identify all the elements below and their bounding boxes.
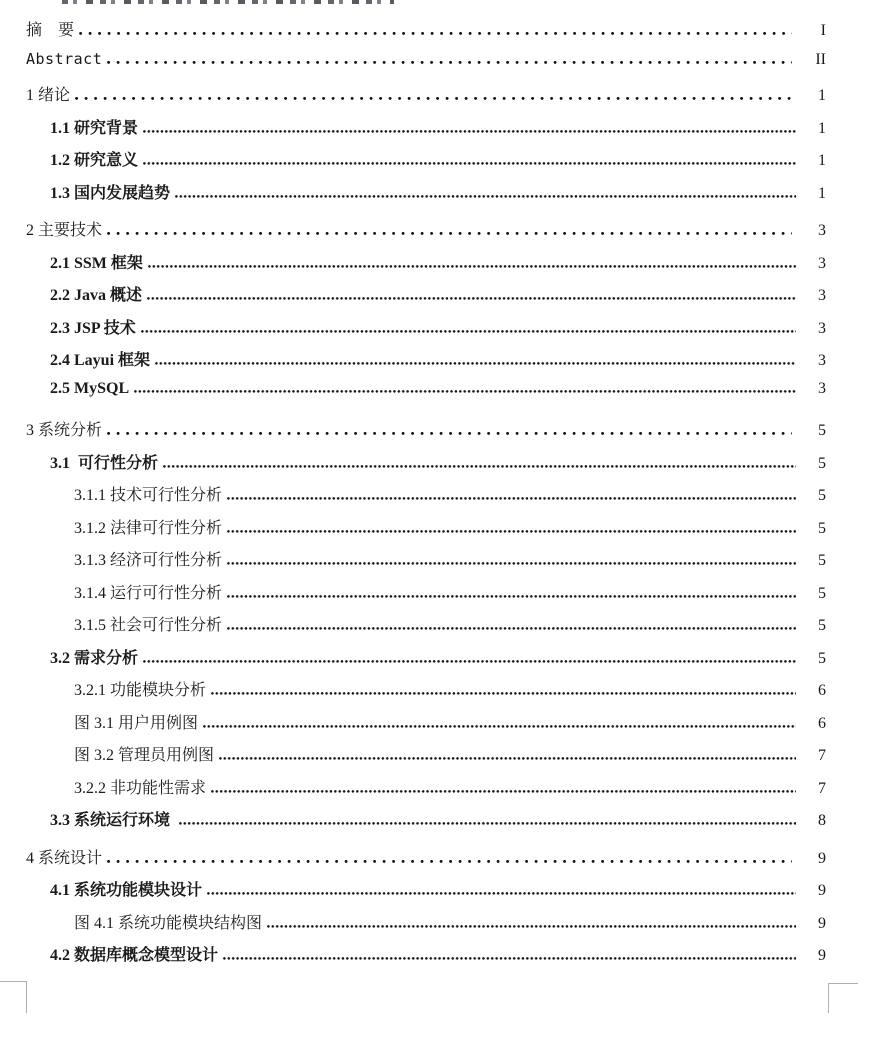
dot-leader — [267, 925, 796, 928]
page-number: 9 — [818, 914, 826, 932]
page-number: 5 — [818, 519, 826, 537]
toc-entry-label: 3.1.5 社会可行性分析 — [74, 617, 223, 634]
dot-leader — [107, 860, 792, 863]
toc-entry-label: 4 系统设计 — [26, 849, 103, 867]
toc-entry-label: 图 3.2 管理员用例图 — [74, 747, 215, 764]
toc-entry[interactable] — [26, 910, 826, 943]
page-number: 5 — [818, 454, 826, 472]
toc-entry[interactable] — [26, 347, 826, 380]
page-number: 1 — [818, 119, 826, 137]
page-number: I — [820, 22, 826, 39]
page-number: 3 — [818, 352, 826, 369]
dot-leader — [148, 265, 796, 268]
toc-entry[interactable] — [26, 380, 826, 413]
toc-entry-label: 3.3 系统运行环境 — [50, 812, 175, 829]
toc-entry-label: 2.3 JSP 技术 — [50, 319, 136, 337]
page-number: 5 — [818, 649, 826, 667]
toc-entry[interactable] — [26, 180, 826, 213]
page-number: 9 — [818, 882, 826, 899]
toc-entry[interactable] — [26, 50, 826, 83]
page-number: 8 — [818, 812, 826, 829]
dot-leader — [175, 195, 796, 198]
page-number: 3 — [818, 222, 826, 239]
toc-entry-label: 3.1 可行性分析 — [50, 454, 159, 472]
toc-entry-label: 3.1.2 法律可行性分析 — [74, 519, 223, 537]
page-number: 3 — [818, 287, 826, 304]
page-number: 5 — [818, 422, 826, 439]
toc-entry-label: 3.2.2 非功能性需求 — [74, 779, 207, 797]
toc-entry-label: 3.1.3 经济可行性分析 — [74, 552, 223, 569]
page-number: 9 — [818, 947, 826, 964]
dot-leader — [219, 757, 796, 760]
toc-entry[interactable] — [26, 115, 826, 148]
dot-leader — [179, 822, 796, 825]
page-number: 9 — [818, 849, 826, 867]
page-number: 3 — [818, 379, 826, 397]
page-number: 7 — [818, 747, 826, 764]
toc-entry-label: 3.2.1 功能模块分析 — [74, 682, 207, 699]
dot-leader — [141, 330, 796, 333]
toc-entry[interactable] — [26, 315, 826, 348]
toc-entry[interactable] — [26, 450, 826, 483]
text-boundary-mark-right — [828, 983, 858, 1013]
dot-leader — [107, 232, 792, 235]
page-number: 5 — [818, 487, 826, 504]
dot-leader — [227, 562, 796, 565]
toc-entry[interactable] — [26, 612, 826, 645]
toc-entry[interactable] — [26, 482, 826, 515]
toc-entry[interactable] — [26, 580, 826, 613]
toc-entry-label: 2.5 MySQL — [50, 379, 130, 397]
dot-leader — [107, 432, 792, 435]
page-number: 5 — [818, 552, 826, 569]
toc-entry-label: 3 系统分析 — [26, 422, 103, 439]
toc-entry-label: 2.4 Layui 框架 — [50, 352, 151, 369]
page-number: 1 — [818, 87, 826, 104]
dot-leader — [147, 297, 796, 300]
toc-entry-label: 1 绪论 — [26, 87, 71, 104]
toc-entry-label: 1.2 研究意义 — [50, 152, 139, 169]
page-number: 1 — [818, 184, 826, 202]
toc-entry[interactable] — [26, 942, 826, 975]
toc-entry[interactable] — [26, 417, 826, 450]
toc-entry[interactable] — [26, 877, 826, 910]
toc-entry-label: 2.2 Java 概述 — [50, 287, 143, 304]
page-number: 6 — [818, 682, 826, 699]
toc-entry-label: 4.1 系统功能模块设计 — [50, 882, 203, 899]
dot-leader — [134, 390, 796, 393]
dot-leader — [223, 957, 796, 960]
dot-leader — [163, 465, 796, 468]
toc-entry-label: 3.1.1 技术可行性分析 — [74, 487, 223, 504]
toc-entry[interactable] — [26, 17, 826, 50]
toc-entry[interactable] — [26, 710, 826, 743]
toc-entry[interactable] — [26, 547, 826, 580]
page-number: II — [815, 50, 826, 68]
toc-entry[interactable] — [26, 515, 826, 548]
dot-leader — [227, 627, 796, 630]
toc-entry[interactable] — [26, 775, 826, 808]
dot-leader — [155, 362, 796, 365]
dot-leader — [79, 32, 792, 35]
toc-entry-label: 3.1.4 运行可行性分析 — [74, 584, 223, 602]
dot-leader — [143, 162, 796, 165]
page-number: 3 — [818, 254, 826, 272]
dot-leader — [211, 692, 796, 695]
dot-leader — [211, 790, 796, 793]
toc-entry-label: 2 主要技术 — [26, 222, 103, 239]
dot-leader — [203, 725, 796, 728]
dot-leader — [227, 595, 796, 598]
clipped-text-line — [62, 0, 394, 4]
toc-entry[interactable] — [26, 645, 826, 678]
toc-entry[interactable] — [26, 282, 826, 315]
toc-entry-label: 3.2 需求分析 — [50, 649, 139, 667]
toc-entry[interactable] — [26, 250, 826, 283]
dot-leader — [227, 497, 796, 500]
toc-entry-label: 摘 要 — [26, 22, 75, 39]
toc-entry[interactable] — [26, 677, 826, 710]
toc-entry-label: 2.1 SSM 框架 — [50, 254, 143, 272]
text-boundary-mark-left — [0, 981, 27, 1013]
page-number: 5 — [818, 584, 826, 602]
toc-entry[interactable] — [26, 147, 826, 180]
toc-entry-label: 图 3.1 用户用例图 — [74, 714, 199, 732]
toc-entry[interactable] — [26, 742, 826, 775]
dot-leader — [227, 530, 796, 533]
toc-entry[interactable] — [26, 845, 826, 878]
toc-entry[interactable] — [26, 807, 826, 840]
toc-entry-label: 1.3 国内发展趋势 — [50, 184, 171, 202]
table-of-contents — [26, 17, 826, 975]
toc-entry[interactable] — [26, 82, 826, 115]
toc-entry-label: 4.2 数据库概念模型设计 — [50, 947, 219, 964]
dot-leader — [143, 130, 796, 133]
dot-leader — [207, 892, 796, 895]
toc-entry-label: Abstract — [26, 49, 103, 68]
dot-leader — [75, 97, 792, 100]
toc-entry-label: 1.1 研究背景 — [50, 119, 139, 137]
page-number: 6 — [818, 714, 826, 732]
page-number: 5 — [818, 617, 826, 634]
toc-entry[interactable] — [26, 217, 826, 250]
dot-leader — [143, 660, 796, 663]
page-number: 1 — [818, 152, 826, 169]
toc-entry-label: 图 4.1 系统功能模块结构图 — [74, 914, 263, 932]
dot-leader — [107, 61, 792, 64]
page-number: 7 — [818, 779, 826, 797]
page-number: 3 — [818, 319, 826, 337]
